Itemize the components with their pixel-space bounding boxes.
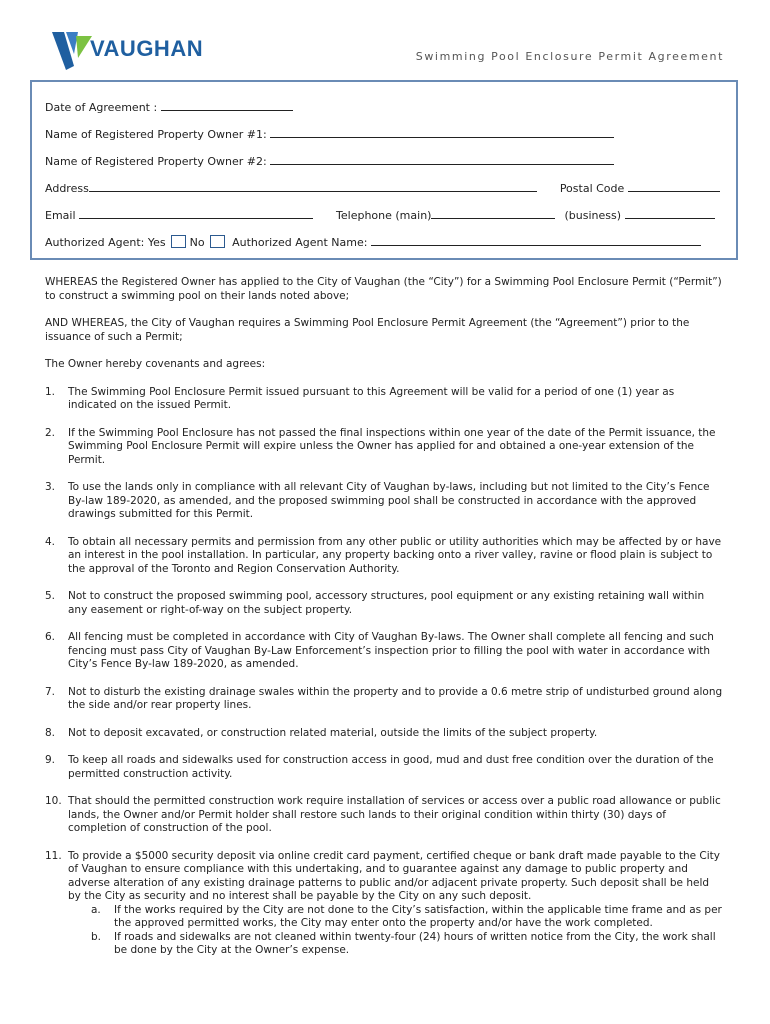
- item-text: Not to disturb the existing drainage swales within the property and to provide a 0.6 metre strip of undisturbed ground along the side and/or rear property lines.: [68, 685, 723, 711]
- authorized-agent-name-label: Authorized Agent Name:: [232, 236, 368, 249]
- address-row: [45, 181, 720, 195]
- sub-item-text: If the works required by the City are not done to the City’s satisfaction, within the applicable time frame and as per the approved permitted works, the City may enter onto the property and/or have the work completed.: [114, 903, 722, 929]
- email-field[interactable]: [79, 208, 313, 219]
- telephone-business-label: (business): [564, 209, 621, 222]
- item-number: 1.: [45, 385, 56, 398]
- item-text: To use the lands only in compliance with all relevant City of Vaughan by-laws, including but not limited to the City’s Fence By-law 189-2020, as amended, and the proposed swimming pool shall be constructed in accordance with the approved drawings submitted for this Permit.: [68, 481, 710, 520]
- email-label: Email: [45, 209, 76, 222]
- address-label: Address: [45, 182, 89, 195]
- owner2-row: [45, 154, 614, 168]
- item-number: 9.: [45, 754, 56, 766]
- list-item: [45, 850, 725, 958]
- item-text: All fencing must be completed in accordance with City of Vaughan By-laws. The Owner shall complete all fencing and such fencing must pass City of Vaughan By-Law Enforcement’s inspection prior to filling the pool with water in accordance with City’s Fence By-law 189-2020, as amended.: [68, 631, 714, 670]
- list-item: [45, 590, 725, 617]
- owner1-label: Name of Registered Property Owner #1:: [45, 128, 267, 141]
- yes-checkbox[interactable]: [171, 235, 186, 248]
- sub-list-item: [91, 904, 725, 931]
- item-number: 2.: [45, 426, 56, 439]
- item-text: That should the permitted construction work require installation of services or access over a public road allowance or public lands, the Owner and/or Permit holder shall restore such lands to their original condition within thirty (30) days of completion of construction of the pool.: [68, 795, 721, 834]
- list-item: [45, 481, 725, 522]
- sub-list: [91, 904, 725, 958]
- page-header: [0, 0, 770, 78]
- sub-item-text: If roads and sidewalks are not cleaned within twenty-four (24) hours of written notice from the City, the work shall be done by the City at the Owner’s expense.: [114, 930, 716, 956]
- list-item: [45, 427, 725, 468]
- item-number: 3.: [45, 481, 56, 493]
- contact-row: [45, 208, 715, 222]
- authorized-agent-name-field[interactable]: [371, 235, 701, 246]
- owner1-field[interactable]: [270, 127, 614, 138]
- agreement-form-box: [30, 80, 738, 260]
- list-item: [45, 795, 725, 836]
- postal-code-field[interactable]: [628, 181, 720, 192]
- item-number: 10.: [45, 795, 62, 807]
- item-text: If the Swimming Pool Enclosure has not passed the final inspections within one year of the date of the Permit issuance, the Swimming Pool Enclosure Permit will expire unless the Owner has applied for and obtained a one-year extension of the Permit.: [68, 426, 716, 466]
- no-checkbox[interactable]: [210, 235, 225, 248]
- authorized-agent-label: Authorized Agent:: [45, 236, 145, 249]
- date-row: [45, 100, 293, 114]
- item-number: 5.: [45, 590, 56, 602]
- address-field[interactable]: [89, 181, 537, 192]
- owner2-label: Name of Registered Property Owner #2:: [45, 155, 267, 168]
- telephone-main-label: Telephone (main): [336, 209, 432, 222]
- item-text: To provide a $5000 security deposit via online credit card payment, certified cheque or bank draft made payable to the City of Vaughan to ensure compliance with this undertaking, and to guarantee against any damage to public property and adverse alteration of any existing drainage patterns to public and/or adjacent private property. Such deposit shall be held by the City as security and no interest shall be payable by the City on any such deposit.: [68, 849, 720, 902]
- sub-list-item: [91, 931, 725, 958]
- whereas-paragraph: WHEREAS the Registered Owner has applied to the City of Vaughan (the “City”) for a Swimming Pool Enclosure Permit (“Permit”) to construct a swimming pool on their lands noted above;: [45, 276, 722, 302]
- covenants-paragraph: The Owner hereby covenants and agrees:: [45, 358, 266, 370]
- owner2-field[interactable]: [270, 154, 614, 165]
- telephone-business-field[interactable]: [625, 208, 715, 219]
- item-text: To keep all roads and sidewalks used for construction access in good, mud and dust free condition over the duration of the permitted construction activity.: [68, 754, 714, 780]
- covenant-list: [45, 386, 725, 958]
- telephone-main-field[interactable]: [431, 208, 555, 219]
- item-text: Not to deposit excavated, or construction related material, outside the limits of the subject property.: [68, 726, 598, 739]
- postal-code-label: Postal Code: [559, 182, 625, 195]
- item-number: 11.: [45, 849, 62, 862]
- list-item: [45, 754, 725, 781]
- date-label: Date of Agreement :: [45, 101, 158, 114]
- item-text: Not to construct the proposed swimming pool, accessory structures, pool equipment or any existing retaining wall within any easement or right-of-way on the subject property.: [68, 590, 705, 616]
- document-title: Swimming Pool Enclosure Permit Agreement: [415, 50, 724, 63]
- agent-row: [45, 235, 701, 249]
- no-label: No: [189, 236, 205, 249]
- item-text: To obtain all necessary permits and permission from any other public or utility authorities which may be affected by or have an interest in the pool installation. In particular, any property backing onto a river valley, ravine or flood plain is subject to the approval of the Toronto and Region Conservation Authority.: [68, 535, 722, 575]
- item-text: The Swimming Pool Enclosure Permit issued pursuant to this Agreement will be valid for a period of one (1) year as indicated on the issued Permit.: [68, 385, 675, 411]
- agreement-body: [45, 276, 725, 958]
- logo-text: VAUGHAN: [90, 36, 204, 61]
- list-item: [45, 686, 725, 713]
- yes-label: Yes: [147, 236, 166, 249]
- and-whereas-paragraph: AND WHEREAS, the City of Vaughan requires a Swimming Pool Enclosure Permit Agreement (the “Agreement”) prior to the issuance of such a Permit;: [45, 317, 690, 343]
- item-number: 6.: [45, 631, 56, 643]
- list-item: [45, 536, 725, 577]
- list-item: [45, 631, 725, 672]
- list-item: [45, 727, 725, 741]
- sub-item-letter: b.: [91, 930, 102, 943]
- owner1-row: [45, 127, 614, 141]
- item-number: 7.: [45, 685, 56, 698]
- item-number: 8.: [45, 726, 56, 739]
- list-item: [45, 386, 725, 413]
- vaughan-logo: [52, 26, 232, 72]
- vaughan-v-mark-icon: [52, 26, 92, 70]
- sub-item-letter: a.: [91, 903, 101, 916]
- item-number: 4.: [45, 535, 56, 548]
- date-field[interactable]: [161, 100, 293, 111]
